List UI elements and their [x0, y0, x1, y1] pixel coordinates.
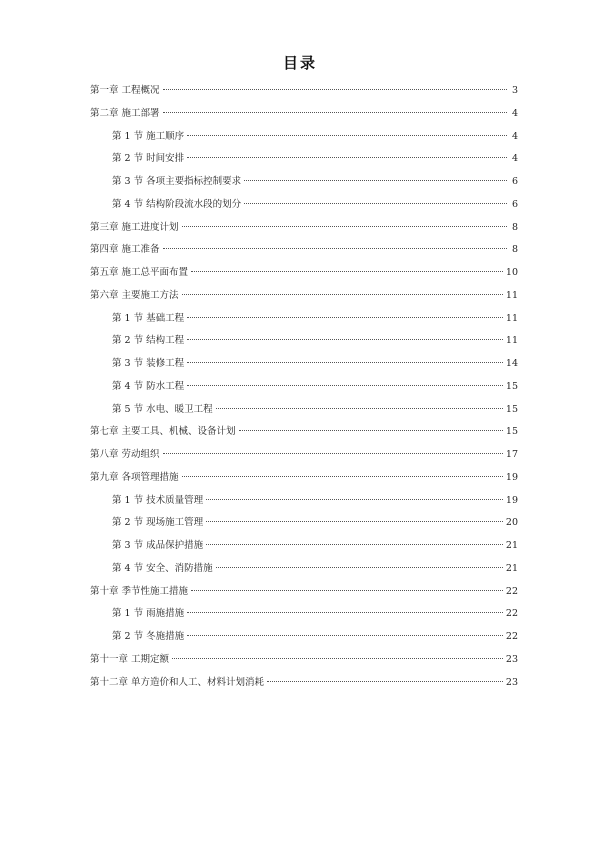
toc-section-entry[interactable] [90, 535, 518, 558]
toc-entry-label: 第十二章 单方造价和人工、材料计划消耗 [90, 676, 265, 688]
toc-entry-label: 第一章 工程概况 [90, 85, 160, 96]
toc-chapter-entry[interactable] [90, 262, 518, 285]
toc-entry-page-number: 15 [505, 380, 518, 392]
toc-entry-label: 第 1 节 技术质量管理 [112, 494, 204, 506]
dot-leader [244, 203, 507, 204]
toc-entry-page-number: 19 [505, 494, 518, 506]
toc-entry-page-number: 15 [505, 426, 518, 438]
toc-section-entry[interactable] [90, 353, 518, 376]
dot-leader [172, 658, 503, 659]
toc-section-entry[interactable] [90, 376, 518, 399]
dot-leader [163, 112, 507, 113]
toc-entry-label: 第 2 节 现场施工管理 [112, 517, 204, 529]
toc-entry-label: 第 3 节 装修工程 [112, 358, 185, 369]
toc-entry-label: 第四章 施工准备 [90, 244, 160, 256]
toc-entry-label: 第十章 季节性施工措施 [90, 585, 189, 597]
toc-chapter-entry[interactable] [90, 581, 518, 604]
toc-entry-label: 第 2 节 时间安排 [112, 153, 185, 165]
toc-entry-label: 第 3 节 成品保护措施 [112, 540, 204, 551]
dot-leader [187, 135, 507, 136]
toc-entry-page-number: 21 [505, 562, 518, 574]
toc-entry-page-number: 11 [505, 335, 518, 347]
toc-entry-page-number: 10 [505, 267, 518, 278]
toc-entry-page-number: 11 [505, 312, 518, 324]
toc-entry-label: 第 2 节 结构工程 [112, 335, 185, 347]
toc-chapter-entry[interactable] [90, 217, 518, 240]
dot-leader [239, 430, 503, 431]
dot-leader [182, 476, 503, 477]
toc-entry-label: 第九章 各项管理措施 [90, 471, 179, 483]
toc-chapter-entry[interactable] [90, 421, 518, 444]
toc-entry-label: 第 1 节 基础工程 [112, 312, 185, 324]
toc-section-entry[interactable] [90, 308, 518, 331]
toc-entry-label: 第 1 节 雨施措施 [112, 608, 185, 620]
toc-entry-page-number: 20 [505, 517, 518, 529]
toc-entry-page-number: 4 [511, 130, 518, 142]
dot-leader [206, 544, 503, 545]
dot-leader [216, 567, 503, 568]
toc-entry-page-number: 8 [511, 244, 518, 256]
toc-entry-label: 第二章 施工部署 [90, 107, 160, 119]
dot-leader [182, 294, 503, 295]
toc-section-entry[interactable] [90, 194, 518, 217]
toc-entry-label: 第 4 节 结构阶段流水段的划分 [112, 198, 242, 210]
toc-entry-page-number: 8 [511, 221, 518, 233]
toc-chapter-entry[interactable] [90, 672, 518, 695]
dot-leader [163, 89, 507, 90]
dot-leader [206, 499, 503, 500]
toc-chapter-entry[interactable] [90, 239, 518, 262]
toc-section-entry[interactable] [90, 512, 518, 535]
toc-entry-page-number: 17 [505, 449, 518, 460]
toc-entry-page-number: 11 [505, 289, 518, 301]
dot-leader [187, 635, 503, 636]
dot-leader [187, 339, 503, 340]
dot-leader [182, 226, 507, 227]
toc-entry-label: 第 2 节 冬施措施 [112, 631, 185, 642]
toc-entry-page-number: 6 [511, 176, 518, 187]
toc-entry-page-number: 4 [511, 107, 518, 119]
toc-entry-label: 第 5 节 水电、暖卫工程 [112, 403, 213, 415]
dot-leader [191, 590, 503, 591]
toc-chapter-entry[interactable] [90, 103, 518, 126]
dot-leader [187, 385, 503, 386]
toc-list [90, 80, 518, 694]
toc-entry-label: 第 4 节 防水工程 [112, 380, 185, 392]
toc-entry-page-number: 22 [505, 631, 518, 642]
toc-section-entry[interactable] [90, 399, 518, 422]
toc-section-entry[interactable] [90, 626, 518, 649]
toc-entry-page-number: 14 [505, 358, 518, 369]
toc-entry-page-number: 15 [505, 403, 518, 415]
toc-entry-label: 第 3 节 各项主要指标控制要求 [112, 176, 242, 187]
toc-entry-page-number: 23 [505, 653, 518, 665]
toc-chapter-entry[interactable] [90, 649, 518, 672]
toc-entry-label: 第十一章 工期定额 [90, 653, 170, 665]
dot-leader [187, 612, 503, 613]
dot-leader [244, 180, 507, 181]
dot-leader [163, 453, 503, 454]
toc-entry-page-number: 19 [505, 471, 518, 483]
toc-entry-label: 第六章 主要施工方法 [90, 289, 179, 301]
toc-chapter-entry[interactable] [90, 467, 518, 490]
dot-leader [267, 681, 503, 682]
dot-leader [191, 271, 503, 272]
toc-entry-page-number: 21 [505, 540, 518, 551]
toc-section-entry[interactable] [90, 148, 518, 171]
toc-entry-page-number: 3 [511, 85, 518, 96]
dot-leader [187, 157, 507, 158]
toc-section-entry[interactable] [90, 490, 518, 513]
toc-entry-label: 第五章 施工总平面布置 [90, 267, 189, 278]
toc-entry-page-number: 4 [511, 153, 518, 165]
toc-entry-label: 第 4 节 安全、消防措施 [112, 562, 213, 574]
dot-leader [187, 362, 503, 363]
dot-leader [216, 408, 503, 409]
toc-section-entry[interactable] [90, 126, 518, 149]
toc-section-entry[interactable] [90, 171, 518, 194]
toc-section-entry[interactable] [90, 330, 518, 353]
toc-entry-label: 第 1 节 施工顺序 [112, 130, 185, 142]
dot-leader [187, 317, 503, 318]
toc-entry-label: 第七章 主要工具、机械、设备计划 [90, 426, 236, 438]
toc-chapter-entry[interactable] [90, 285, 518, 308]
toc-entry-page-number: 23 [505, 676, 518, 688]
toc-entry-page-number: 22 [505, 608, 518, 620]
toc-section-entry[interactable] [90, 603, 518, 626]
toc-entry-page-number: 6 [511, 198, 518, 210]
toc-entry-label: 第八章 劳动组织 [90, 449, 160, 460]
toc-chapter-entry[interactable] [90, 80, 518, 103]
toc-title: 目录 [282, 54, 317, 72]
toc-section-entry[interactable] [90, 558, 518, 581]
toc-chapter-entry[interactable] [90, 444, 518, 467]
dot-leader [163, 248, 507, 249]
dot-leader [206, 521, 503, 522]
toc-entry-page-number: 22 [505, 585, 518, 597]
toc-entry-label: 第三章 施工进度计划 [90, 221, 179, 233]
